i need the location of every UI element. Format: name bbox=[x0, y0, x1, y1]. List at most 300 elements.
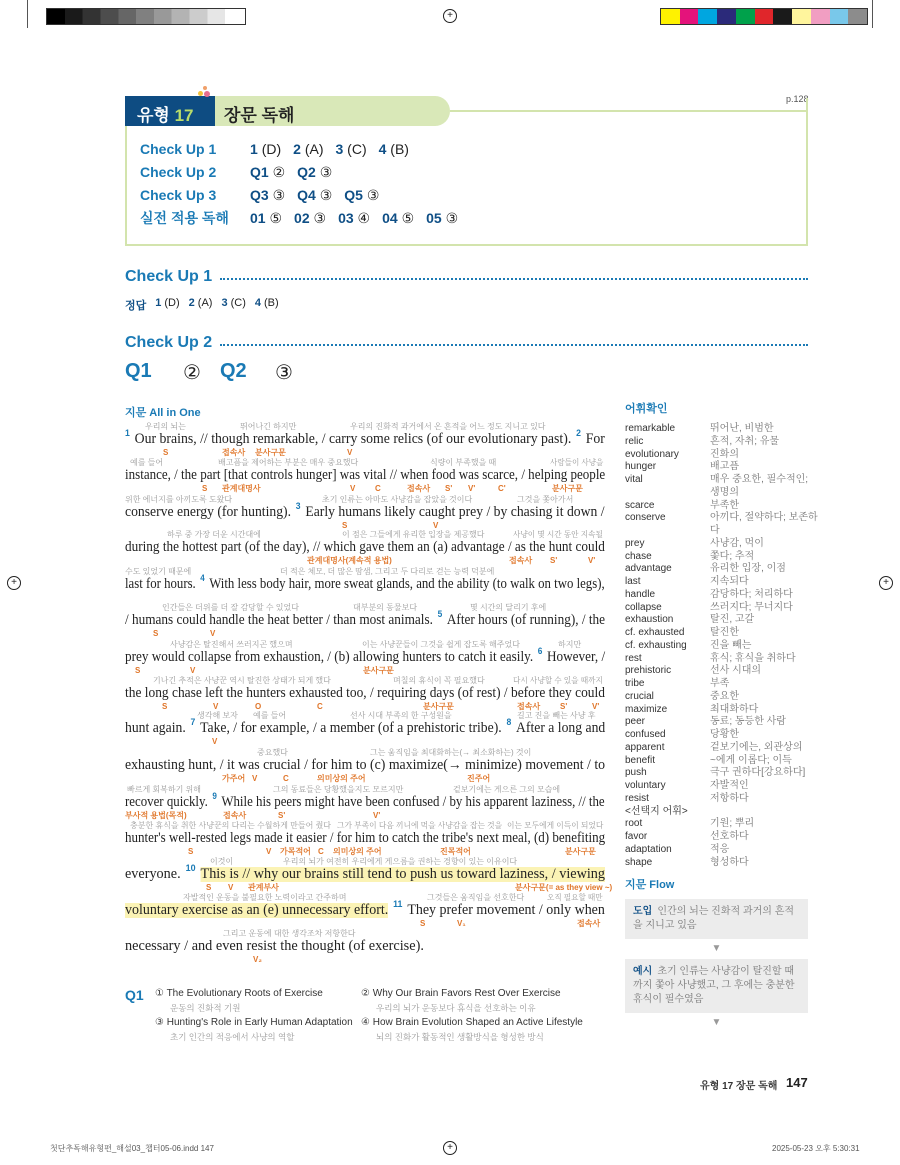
vocab-word: cf. exhausting bbox=[625, 639, 687, 651]
color-swatch bbox=[811, 9, 830, 24]
sentence-text: For bbox=[585, 431, 605, 447]
option-ko: 운동의 진화적 기원 bbox=[170, 1003, 241, 1013]
passage-line bbox=[125, 646, 606, 665]
answer-value: ③ bbox=[272, 187, 286, 203]
vocab-word: remarkable bbox=[625, 423, 676, 434]
korean-gloss: 몇 시간의 달리기 후에 bbox=[470, 603, 547, 612]
sentence-text: voluntary exercise as an (e) unnecessary effort. bbox=[125, 902, 389, 918]
q2-label: Q2 bbox=[220, 360, 247, 382]
vocab-list bbox=[625, 423, 825, 869]
option-ko: 뇌의 진화가 활동적인 생활방식을 형성한 방식 bbox=[376, 1032, 544, 1042]
sentence-text: They prefer movement / only when bbox=[407, 902, 605, 918]
sentence-number: 10 bbox=[185, 863, 196, 873]
vocab-word: maximize bbox=[625, 703, 668, 715]
vocab-word: collapse bbox=[625, 601, 662, 613]
grammar-label: V' bbox=[468, 484, 476, 493]
color-swatch bbox=[848, 9, 867, 24]
passage-line bbox=[125, 540, 605, 555]
flow-step-intro bbox=[625, 899, 808, 939]
korean-gloss: 중요했다 bbox=[257, 748, 288, 757]
vocab-item bbox=[625, 653, 825, 666]
sentence-text: However, / bbox=[547, 649, 606, 665]
vocab-item bbox=[625, 755, 825, 768]
answer-num: 01 bbox=[250, 210, 266, 226]
vocab-word: voluntary bbox=[625, 780, 666, 791]
grammar-label: V₂ bbox=[253, 955, 262, 964]
grammar-label: 접속사 bbox=[223, 811, 247, 820]
page-ref: p.128 bbox=[786, 94, 809, 104]
option-num: ④ bbox=[361, 1017, 370, 1028]
korean-gloss: 이는 모두에게 이득이 되었다 bbox=[507, 821, 604, 830]
grammar-label: 접속사 bbox=[577, 919, 601, 928]
color-swatch bbox=[755, 9, 774, 24]
grammar-label: 관계대명사(계속적 용법) bbox=[307, 556, 392, 565]
sentence-text: during the hottest part (of the day), // which gave them an (a) advantage / as the hunt could bbox=[125, 539, 605, 555]
sentence-number: 11 bbox=[393, 899, 403, 909]
vocab-item bbox=[625, 767, 825, 780]
heading-text: Check Up 1 bbox=[125, 268, 213, 285]
sentence-text: After a long and bbox=[516, 720, 606, 736]
passage-line bbox=[125, 609, 606, 628]
grammar-label: 분사구문 bbox=[363, 666, 394, 675]
answer-num: 2 bbox=[293, 141, 301, 157]
vocab-word: chase bbox=[625, 550, 652, 562]
type-label: 유형 bbox=[137, 106, 170, 125]
color-swatch bbox=[717, 9, 736, 24]
answer-label: 정답 bbox=[125, 300, 147, 312]
grammar-label: S' bbox=[278, 811, 286, 820]
color-bar bbox=[660, 8, 868, 25]
vocab-word: crucial bbox=[625, 690, 654, 702]
vocab-meaning: ~에게 이롭다; 이득 bbox=[710, 754, 792, 766]
vocab-word: vital bbox=[625, 474, 643, 485]
flow-title: 지문 Flow bbox=[625, 879, 675, 892]
vocab-item bbox=[625, 576, 825, 589]
korean-gloss: 충분한 휴식을 취한 사냥꾼의 다리는 수월하게 만들어 줬다 bbox=[130, 821, 332, 830]
answer-row-label: Check Up 1 bbox=[140, 141, 217, 157]
grammar-label: V bbox=[266, 847, 272, 856]
grammar-label: 진주어 bbox=[467, 774, 491, 783]
answer-value: ⑤ bbox=[401, 210, 415, 226]
vocab-word: prey bbox=[625, 537, 645, 549]
grammar-label: S bbox=[153, 629, 159, 638]
vocab-meaning: 형성하다 bbox=[710, 856, 749, 868]
answer-value: ③ bbox=[445, 210, 459, 226]
korean-gloss: 우리의 진화적 과거에서 온 흔적을 어느 정도 지니고 있다 bbox=[350, 422, 546, 431]
q1-option-3[interactable] bbox=[155, 1017, 353, 1042]
answer-num: 03 bbox=[338, 210, 354, 226]
answer-item bbox=[294, 209, 326, 227]
vocab-meaning: 기원; 뿌리 bbox=[710, 818, 755, 830]
grammar-label: 의미상의 주어 bbox=[333, 847, 382, 856]
grammar-label: 접속사 bbox=[407, 484, 431, 493]
answer-row-label: Check Up 3 bbox=[140, 187, 217, 203]
answer-row bbox=[140, 163, 344, 181]
vocab-item bbox=[625, 614, 825, 627]
korean-gloss: 며칠의 휴식이 꼭 필요했다 bbox=[393, 676, 485, 685]
vocab-meaning: 부족한 bbox=[710, 499, 739, 511]
grammar-label: C bbox=[318, 847, 324, 856]
korean-gloss: 이 점은 그들에게 유리한 입장을 제공했다 bbox=[342, 530, 485, 539]
grammar-label: S bbox=[420, 919, 426, 928]
passage-line bbox=[125, 831, 605, 846]
option-num: ③ bbox=[155, 1017, 164, 1028]
passage-line bbox=[125, 501, 605, 520]
sentence-text: everyone. bbox=[125, 866, 181, 882]
answer-value: ⑤ bbox=[269, 210, 283, 226]
registration-mark-icon: + bbox=[7, 576, 21, 590]
answer-num: Q5 bbox=[344, 187, 363, 203]
vocab-meaning: 지속되다 bbox=[710, 576, 749, 587]
sentence-text: necessary / and even resist the thought (of exercise). bbox=[125, 938, 424, 954]
grammar-label: V' bbox=[373, 811, 381, 820]
vocab-meaning: 적응 bbox=[710, 843, 730, 855]
vocab-word: push bbox=[625, 767, 647, 779]
grammar-label: V bbox=[213, 702, 219, 711]
grammar-label: V bbox=[433, 521, 439, 530]
answer-value: (A) bbox=[304, 141, 324, 157]
grammar-label: S bbox=[188, 847, 194, 856]
vocab-item bbox=[625, 665, 825, 678]
vocab-meaning: 아끼다, 절약하다; 보존하다 bbox=[710, 512, 818, 536]
footer-section: 유형 17 장문 독해 bbox=[700, 1081, 778, 1092]
vocab-meaning: 선사 시대의 bbox=[710, 665, 762, 677]
sentence-number: 9 bbox=[212, 791, 217, 801]
vocab-meaning: 탈진, 고갈 bbox=[710, 614, 755, 626]
passage-line bbox=[125, 899, 605, 918]
korean-gloss: 우리의 뇌는 bbox=[145, 422, 186, 431]
vocab-meaning: 쫓다; 추적 bbox=[710, 550, 755, 562]
decor-dots bbox=[198, 86, 210, 98]
registration-mark-icon: + bbox=[443, 9, 457, 23]
color-swatch bbox=[680, 9, 699, 24]
answer-item bbox=[293, 140, 323, 158]
answer-item bbox=[338, 209, 370, 227]
vocab-item bbox=[625, 474, 825, 500]
vocab-item bbox=[625, 449, 825, 462]
korean-gloss: 생각해 보자 bbox=[197, 711, 238, 720]
vocab-choice-header: <선택지 어휘> bbox=[625, 805, 688, 817]
vocab-item bbox=[625, 857, 825, 870]
answer-num: 1 bbox=[250, 141, 258, 157]
crop-mark bbox=[872, 0, 873, 28]
vocab-meaning: 뛰어난, 비범한 bbox=[710, 423, 774, 434]
sentence-text: With less body hair, more sweat glands, and the ability (to walk on two legs), bbox=[209, 576, 605, 592]
grammar-label: S bbox=[135, 666, 141, 675]
sentence-text: Take, / for example, / a member (of a prehistoric tribe). bbox=[200, 720, 502, 736]
sentence-number: 4 bbox=[200, 573, 205, 583]
vocab-meaning: 저항하다 bbox=[710, 792, 749, 804]
grammar-label: 가목적어 bbox=[280, 847, 311, 856]
answer-num: Q2 bbox=[297, 164, 316, 180]
answer-item bbox=[344, 186, 379, 204]
grammar-label: O bbox=[255, 702, 262, 711]
passage-line bbox=[125, 686, 605, 701]
answer-num: 05 bbox=[426, 210, 442, 226]
grammar-label: C bbox=[317, 702, 323, 711]
vocab-meaning: 진을 빼는 bbox=[710, 639, 752, 651]
korean-gloss: 예를 들어 bbox=[130, 458, 164, 467]
vocab-word: root bbox=[625, 818, 643, 830]
vocab-meaning: 부족 bbox=[710, 678, 730, 689]
heading-text: Check Up 2 bbox=[125, 334, 213, 351]
vocab-item bbox=[625, 602, 825, 615]
grammar-label: V bbox=[350, 484, 356, 493]
sentence-text: the long chase left the hunters exhausted too, / requiring days (of rest) / before they could bbox=[125, 685, 605, 701]
korean-gloss: 배고픔을 제어하는 부분은 매우 중요했다 bbox=[218, 458, 359, 467]
sentence-number: 7 bbox=[190, 717, 196, 727]
answer-num: 2 bbox=[188, 297, 195, 309]
answer-num: Q4 bbox=[297, 187, 316, 203]
vocab-meaning: 매우 중요한, 필수적인; 생명의 bbox=[710, 474, 809, 498]
answer-num: 1 bbox=[155, 297, 162, 309]
sentence-text: Early humans likely caught prey / by chasing it down / bbox=[305, 504, 605, 520]
vocab-item bbox=[625, 538, 825, 551]
sentence-text: / humans could handle the heat better / than most animals. bbox=[125, 612, 433, 628]
answer-row bbox=[140, 209, 470, 227]
crop-mark bbox=[27, 0, 28, 28]
vocab-word: cf. exhausted bbox=[625, 627, 685, 638]
answer-item bbox=[297, 186, 332, 204]
side-column bbox=[625, 403, 825, 1033]
korean-gloss: 그리고 운동에 대한 생각조차 저항한다 bbox=[223, 929, 356, 938]
vocab-meaning: 탈진한 bbox=[710, 627, 739, 638]
passage-line bbox=[125, 791, 605, 810]
vocab-word: confused bbox=[625, 729, 666, 740]
answer-value: ③ bbox=[366, 187, 380, 203]
korean-gloss: 그가 부족이 다음 끼니에 먹을 사냥감을 잡는 것을 bbox=[337, 821, 503, 830]
vocab-meaning: 감당하다; 처리하다 bbox=[710, 588, 793, 600]
answer-value: (D) bbox=[261, 141, 282, 157]
answer-item bbox=[250, 209, 282, 227]
vocab-item bbox=[625, 831, 825, 844]
sentence-text: recover quickly. bbox=[125, 794, 208, 810]
grammar-label: S' bbox=[445, 484, 453, 493]
vocab-meaning: 쓰러지다; 무너지다 bbox=[710, 601, 793, 613]
flow-text: 인간의 뇌는 진화적 과거의 흔적을 지니고 있음 bbox=[633, 906, 795, 932]
vocab-word: resist bbox=[625, 792, 649, 804]
vocab-item bbox=[625, 627, 825, 640]
vocab-item bbox=[625, 704, 825, 717]
vocab-meaning: 당황한 bbox=[710, 729, 739, 740]
sentence-text: exhausting hunt, / it was crucial / for him to (c) maximize(→ minimize) movement / to bbox=[125, 757, 606, 773]
korean-gloss: 길고 진을 빼는 사냥 후 bbox=[517, 711, 596, 720]
grammar-label: S' bbox=[550, 556, 558, 565]
option-num: ① bbox=[155, 988, 164, 999]
vocab-word: prehistoric bbox=[625, 665, 672, 677]
checkup1-answers bbox=[125, 297, 288, 313]
answer-value: (C) bbox=[347, 141, 367, 157]
vocab-word: hunger bbox=[625, 461, 657, 473]
option-en: Why Our Brain Favors Rest Over Exercise bbox=[372, 988, 561, 999]
vocab-word: handle bbox=[625, 588, 656, 600]
option-ko: 우리의 뇌가 운동보다 휴식을 선호하는 이유 bbox=[376, 1003, 536, 1013]
color-swatch bbox=[698, 9, 717, 24]
vocab-item bbox=[625, 640, 825, 653]
q1-option-2[interactable] bbox=[361, 988, 561, 1013]
vocab-item bbox=[625, 818, 825, 831]
vocab-word: rest bbox=[625, 652, 642, 664]
vocab-word: shape bbox=[625, 856, 653, 868]
grammar-label: S bbox=[163, 448, 169, 457]
vocab-item bbox=[625, 742, 825, 755]
checkup1-heading bbox=[125, 268, 808, 286]
korean-gloss: 더 적은 체모, 더 많은 땀샘, 그리고 두 다리로 걷는 능력 덕분에 bbox=[280, 567, 495, 576]
answer-num: 02 bbox=[294, 210, 310, 226]
answer-item bbox=[379, 140, 409, 158]
answer-value: ③ bbox=[319, 164, 333, 180]
grammar-label: 분사구문 bbox=[255, 448, 286, 457]
korean-gloss: 초기 인류는 아마도 사냥감을 잡았을 것이다 bbox=[322, 495, 473, 504]
vocab-meaning: 사냥감, 먹이 bbox=[710, 537, 764, 549]
grammar-label: 가주어 bbox=[222, 774, 246, 783]
vocab-item bbox=[625, 691, 825, 704]
divider bbox=[450, 110, 808, 112]
vocab-item bbox=[625, 844, 825, 857]
grammar-label: C bbox=[375, 484, 381, 493]
vocab-meaning: 배고픔 bbox=[710, 461, 739, 473]
vocab-item bbox=[625, 678, 825, 691]
korean-gloss: 수도 있었기 때문에 bbox=[125, 567, 192, 576]
vocab-item bbox=[625, 461, 825, 474]
answer-value: ③ bbox=[313, 210, 327, 226]
answer-value: ④ bbox=[357, 210, 371, 226]
passage-line bbox=[125, 717, 606, 736]
answer-item bbox=[426, 209, 458, 227]
type-tab bbox=[125, 96, 215, 126]
korean-gloss: 사냥감은 탈진해서 쓰러지곤 했으며 bbox=[170, 640, 293, 649]
answer-value: (D) bbox=[164, 297, 180, 309]
grammar-label: 분사구문 bbox=[423, 702, 454, 711]
korean-gloss: 사냥이 몇 시간 동안 지속될 bbox=[513, 530, 603, 539]
grammar-label: S bbox=[162, 702, 168, 711]
passage-line bbox=[125, 863, 606, 882]
vocab-meaning: 최대화하다 bbox=[710, 703, 759, 715]
passage-line bbox=[125, 573, 605, 592]
korean-gloss: 하지만 bbox=[558, 640, 582, 649]
vocab-word: exhaustion bbox=[625, 614, 674, 626]
grammar-label: 의미상의 주어 bbox=[317, 774, 366, 783]
answer-row-label: 실전 적용 독해 bbox=[140, 210, 229, 226]
vocab-item bbox=[625, 423, 825, 436]
korean-gloss: 우리의 뇌가 여전히 우리에게 게으름을 권하는 경향이 있는 이유이다 bbox=[283, 857, 518, 866]
grayscale-bar bbox=[46, 8, 246, 25]
arrow-down-icon: ▼ bbox=[711, 943, 722, 955]
vocab-word: scarce bbox=[625, 499, 655, 511]
passage-title: 지문 All in One bbox=[125, 407, 201, 419]
korean-gloss: 대부분의 동물보다 bbox=[353, 603, 418, 612]
korean-gloss: 선사 시대 부족의 한 구성원을 bbox=[350, 711, 452, 720]
header-title: 장문 독해 bbox=[224, 106, 295, 125]
passage-line bbox=[125, 758, 605, 773]
color-swatch bbox=[792, 9, 811, 24]
vocab-word: relic bbox=[625, 435, 644, 447]
registration-mark-icon: + bbox=[443, 1141, 457, 1155]
vocab-meaning: 휴식; 휴식을 취하다 bbox=[710, 652, 796, 664]
answer-value: (A) bbox=[197, 297, 213, 309]
option-en: How Brain Evolution Shaped an Active Lifestyle bbox=[372, 1017, 583, 1028]
korean-gloss: 빠르게 회복하기 위해 bbox=[127, 785, 201, 794]
grammar-label: 접속사 bbox=[517, 702, 541, 711]
grammar-label: S bbox=[206, 883, 212, 892]
vocab-word: advantage bbox=[625, 563, 672, 575]
option-en: Hunting's Role in Early Human Adaptation bbox=[166, 1017, 353, 1028]
header-title-pill bbox=[200, 96, 450, 126]
q1-answer: ② bbox=[183, 362, 201, 384]
vocab-word: favor bbox=[625, 831, 648, 842]
sentence-number: 2 bbox=[576, 428, 581, 438]
grammar-label: V bbox=[190, 666, 196, 675]
grammar-label: V bbox=[210, 629, 216, 638]
vocab-meaning: 자발적인 bbox=[710, 780, 749, 791]
sentence-number: 6 bbox=[537, 646, 543, 656]
grammar-label: 접속사 bbox=[509, 556, 533, 565]
korean-gloss: 예를 들어 bbox=[253, 711, 287, 720]
color-swatch bbox=[661, 9, 680, 24]
vocab-item bbox=[625, 780, 825, 793]
answer-row bbox=[140, 140, 421, 158]
answer-item bbox=[250, 140, 281, 158]
sentence-text: instance, / the part [that controls hunger] was vital // when food was scarce, / helping people bbox=[125, 467, 606, 483]
answer-value: ② bbox=[272, 164, 286, 180]
grammar-label: 관계부사 bbox=[248, 883, 279, 892]
vocab-item bbox=[625, 500, 825, 513]
footer-date: 2025-05-23 오후 5:30:31 bbox=[772, 1144, 860, 1153]
grammar-label: C bbox=[283, 774, 289, 783]
checkup2-heading bbox=[125, 334, 808, 352]
answer-num: 3 bbox=[221, 297, 228, 309]
grammar-label: V bbox=[347, 448, 353, 457]
vocab-item bbox=[625, 551, 825, 564]
answer-value: (B) bbox=[390, 141, 409, 157]
korean-gloss: 오직 필요할 때만 bbox=[547, 893, 603, 902]
checkup2-answers bbox=[125, 360, 293, 385]
passage-line bbox=[125, 428, 605, 447]
sentence-text: While his peers might have been confused / by his apparent laziness, // the bbox=[221, 794, 605, 810]
grammar-label: V₁ bbox=[457, 919, 466, 928]
grammar-label: V bbox=[252, 774, 258, 783]
answer-num: 04 bbox=[382, 210, 398, 226]
q1-option-1[interactable] bbox=[155, 988, 323, 1013]
grammar-label: 진목적어 bbox=[440, 847, 471, 856]
answer-item bbox=[382, 209, 414, 227]
grammar-label: S bbox=[202, 484, 208, 493]
vocab-meaning: 유리한 입장, 이점 bbox=[710, 563, 786, 575]
korean-gloss: 그는 움직임을 최대화하는(→ 최소화하는) 것이 bbox=[370, 748, 532, 757]
q2-answer: ③ bbox=[275, 362, 293, 384]
page-number: 147 bbox=[786, 1075, 808, 1090]
answer-value: (C) bbox=[230, 297, 246, 309]
korean-gloss: 식량이 부족했을 때 bbox=[430, 458, 497, 467]
vocab-item bbox=[625, 716, 825, 729]
type-num: 17 bbox=[174, 106, 194, 125]
korean-gloss: 기나긴 추적은 사냥꾼 역시 탈진한 상태가 되게 했다 bbox=[153, 676, 331, 685]
vocab-word: apparent bbox=[625, 741, 665, 753]
grammar-label: V' bbox=[588, 556, 596, 565]
answer-num: 4 bbox=[378, 141, 387, 157]
vocab-word: last bbox=[625, 576, 641, 587]
q1-option-4[interactable] bbox=[361, 1017, 583, 1042]
vocab-word: evolutionary bbox=[625, 448, 679, 460]
sentence-number: 3 bbox=[295, 501, 301, 511]
vocab-meaning: 겉보기에는, 외관상의 bbox=[710, 741, 803, 753]
answer-value: ③ bbox=[319, 187, 333, 203]
sentence-text: prey would collapse from exhaustion, / (b) allowing hunters to catch it easily. bbox=[125, 649, 534, 665]
answer-num: 3 bbox=[335, 141, 344, 157]
vocab-meaning: 중요한 bbox=[710, 690, 739, 702]
registration-mark-icon: + bbox=[879, 576, 893, 590]
q1-label: Q1 bbox=[125, 987, 144, 1003]
